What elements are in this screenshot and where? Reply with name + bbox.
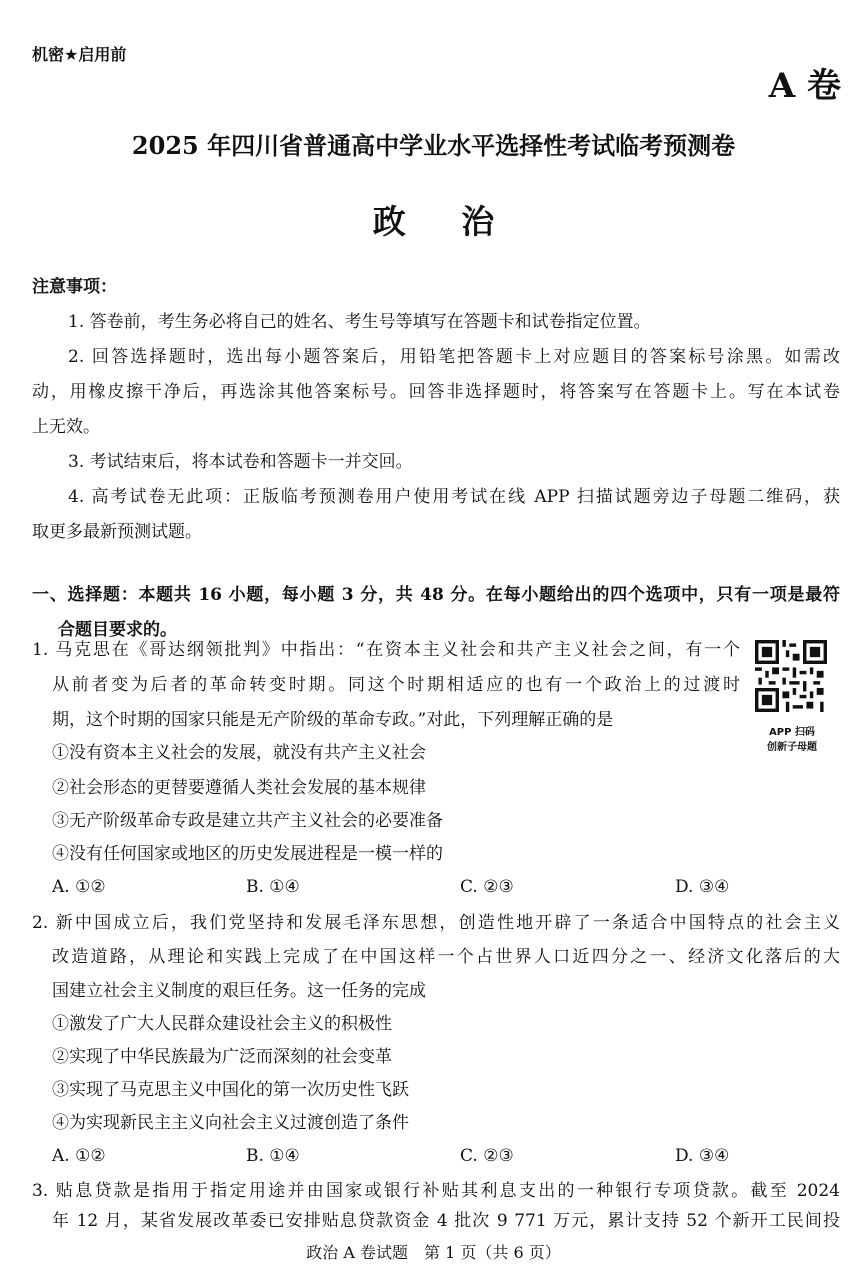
question-1-option-b[interactable]: B. ①④ bbox=[246, 877, 300, 897]
notice-line: 3. 考试结束后，将本试卷和答题卡一并交回。 bbox=[68, 452, 413, 472]
section-heading-cont: 合题目要求的。 bbox=[58, 620, 177, 640]
question-1-stem: 从前者变为后者的革命转变时期。同这个时期相适应的也有一个政治上的过渡时 bbox=[52, 675, 740, 695]
notice-heading: 注意事项： bbox=[32, 277, 117, 297]
confidential-label: 机密★启用前 bbox=[32, 45, 127, 64]
notice-line: 上无效。 bbox=[32, 417, 100, 437]
question-3-stem: 年 12 月，某省发展改革委已安排贴息贷款资金 4 批次 9 771 万元，累计支持 52 个新开工民间投 bbox=[52, 1211, 840, 1231]
question-2-item: ③实现了马克思主义中国化的第一次历史性飞跃 bbox=[52, 1080, 409, 1100]
question-2-stem: 改造道路，从理论和实践上完成了在中国这样一个占世界人口近四分之一、经济文化落后的大 bbox=[52, 947, 840, 967]
question-1-option-d[interactable]: D. ③④ bbox=[675, 877, 730, 897]
question-2-stem: 2. 新中国成立后，我们党坚持和发展毛泽东思想，创造性地开辟了一条适合中国特点的社会主义 bbox=[32, 913, 840, 933]
question-2-item: ②实现了中华民族最为广泛而深刻的社会变革 bbox=[52, 1047, 392, 1067]
question-2-option-b[interactable]: B. ①④ bbox=[246, 1146, 300, 1166]
question-1-option-c[interactable]: C. ②③ bbox=[460, 877, 514, 897]
exam-title: 2025 年四川省普通高中学业水平选择性考试临考预测卷 bbox=[131, 131, 736, 160]
question-1-stem: 期，这个时期的国家只能是无产阶级的革命专政。”对此，下列理解正确的是 bbox=[52, 710, 614, 730]
notice-line: 取更多最新预测试题。 bbox=[32, 522, 202, 542]
question-2-item: ①激发了广大人民群众建设社会主义的积极性 bbox=[52, 1014, 392, 1034]
question-1-stem: 1. 马克思在《哥达纲领批判》中指出：“在资本主义社会和共产主义社会之间，有一个 bbox=[32, 640, 740, 660]
question-2-stem: 国建立社会主义制度的艰巨任务。这一任务的完成 bbox=[52, 981, 426, 1001]
qr-code-icon[interactable] bbox=[755, 640, 827, 712]
question-1-item: ①没有资本主义社会的发展，就没有共产主义社会 bbox=[52, 743, 426, 763]
qr-caption: APP 扫码 bbox=[769, 727, 815, 738]
question-2-option-d[interactable]: D. ③④ bbox=[675, 1146, 730, 1166]
subject-title: 政 治 bbox=[372, 202, 517, 241]
page-footer: 政治 A 卷试题 第 1 页（共 6 页） bbox=[306, 1243, 561, 1262]
section-heading: 一、选择题：本题共 16 小题，每小题 3 分，共 48 分。在每小题给出的四个选项中，只有一项是最符 bbox=[32, 585, 840, 605]
question-1-item: ④没有任何国家或地区的历史发展进程是一模一样的 bbox=[52, 844, 443, 864]
question-2-option-c[interactable]: C. ②③ bbox=[460, 1146, 514, 1166]
notice-line: 2. 回答选择题时，选出每小题答案后，用铅笔把答题卡上对应题目的答案标号涂黑。如需改 bbox=[68, 347, 840, 367]
question-2-option-a[interactable]: A. ①② bbox=[52, 1146, 106, 1166]
question-2-item: ④为实现新民主主义向社会主义过渡创造了条件 bbox=[52, 1113, 409, 1133]
notice-line: 4. 高考试卷无此项：正版临考预测卷用户使用考试在线 APP 扫描试题旁边子母题二维码，获 bbox=[68, 487, 840, 507]
question-3-stem: 3. 贴息贷款是指用于指定用途并由国家或银行补贴其利息支出的一种银行专项贷款。截至 2024 bbox=[32, 1181, 840, 1201]
question-1-item: ③无产阶级革命专政是建立共产主义社会的必要准备 bbox=[52, 811, 443, 831]
notice-line: 1. 答卷前，考生务必将自己的姓名、考生号等填写在答题卡和试卷指定位置。 bbox=[68, 312, 651, 332]
qr-caption: 创新子母题 bbox=[767, 742, 817, 753]
volume-label: A 卷 bbox=[768, 66, 841, 106]
question-1-item: ②社会形态的更替要遵循人类社会发展的基本规律 bbox=[52, 778, 426, 798]
notice-line: 动，用橡皮擦干净后，再选涂其他答案标号。回答非选择题时，将答案写在答题卡上。写在本试卷 bbox=[32, 382, 840, 402]
question-1-option-a[interactable]: A. ①② bbox=[52, 877, 106, 897]
